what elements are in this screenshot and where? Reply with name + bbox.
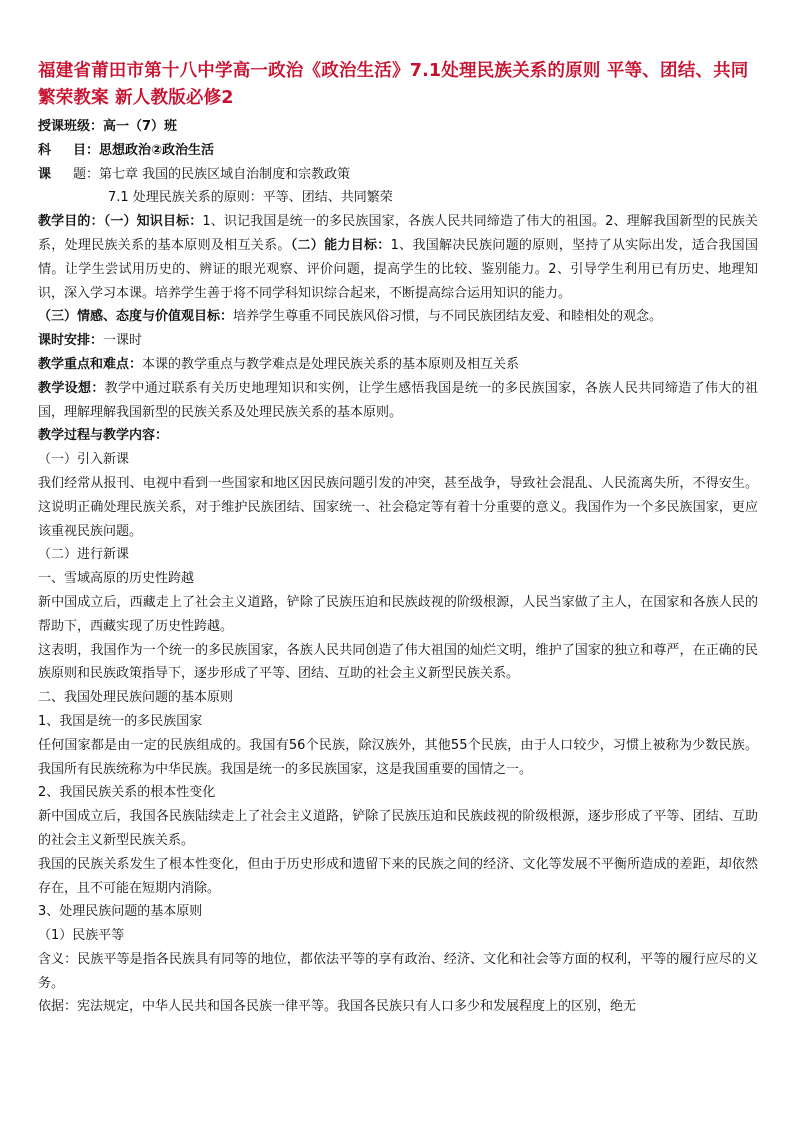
time-row	[38, 329, 758, 353]
design-row	[38, 377, 758, 425]
goal-ability-label: （二）能力目标：	[290, 237, 391, 253]
subheading-2-2: 2、我国民族关系的根本性变化	[38, 785, 216, 801]
goal-knowledge-label: （一）知识目标：	[103, 214, 203, 230]
document-title: 福建省莆田市第十八中学高一政治《政治生活》7.1处理民族关系的原则 平等、团结、共同繁荣教案 新人教版必修2	[38, 61, 749, 108]
time-value: 一课时	[103, 333, 143, 349]
class-row	[38, 115, 758, 139]
key-row	[38, 353, 758, 377]
goal-emotion-text: 培养学生尊重不同民族风俗习惯，与不同民族团结友爱、和睦相处的观念。	[233, 309, 663, 325]
subheading-2-3-1: （1）民族平等	[38, 928, 125, 944]
heading-two: 二、我国处理民族问题的基本原则	[38, 690, 234, 706]
basis-paragraph: 依据：宪法规定，中华人民共和国各民族一律平等。我国各民族只有人口多少和发展程度上的区别，绝无	[38, 999, 637, 1015]
class-value: 高一（7）班	[103, 119, 178, 134]
goal-knowledge-text: 1、识记我国是统一的多民族国家，各族人民共同缔造了伟大的祖国。2、理解我国新型的民族关系，处理民族关系的基本原则及相互关系。	[38, 214, 758, 253]
goal-label: 教学目的：	[38, 214, 104, 230]
topic-row	[38, 163, 758, 187]
heading-one-paragraph-1: 新中国成立后，西藏走上了社会主义道路，铲除了民族压迫和民族歧视的阶级根源，人民当家做了主人，在国家和各族人民的帮助下，西藏实现了历史性跨越。	[38, 594, 758, 634]
section-intro-heading: （一）引入新课	[38, 452, 130, 468]
process-heading: 教学过程与教学内容：	[38, 428, 169, 444]
document-page	[38, 58, 758, 1019]
subject-value: 思想政治②政治生活	[99, 142, 215, 158]
definition-paragraph: 含义：民族平等是指各民族具有同等的地位，都依法平等的享有政治、经济、文化和社会等方面的权利，平等的履行应尽的义务。	[38, 951, 758, 991]
key-value: 本课的教学重点与教学难点是处理民族关系的基本原则及相互关系	[142, 356, 520, 372]
subheading-2-3: 3、处理民族问题的基本原则	[38, 904, 203, 920]
design-label: 教学设想：	[38, 380, 105, 396]
goal-ability-text: 1、我国解决民族问题的原则，坚持了从实际出发，适合我国国情。让学生尝试用历史的、辨证的眼光观察、评价问题，提高学生的比较、鉴别能力。2、引导学生利用已有历史、地理知识，深入学习本课。培养学生善于将不同学科知识综合起来，不断提高综合运用知识的能力。	[38, 237, 758, 301]
goal-paragraph	[38, 210, 758, 305]
heading-one: 一、雪域高原的历史性跨越	[38, 571, 195, 587]
topic-label-a: 课	[38, 166, 52, 182]
section-intro-text: 我们经常从报刊、电视中看到一些国家和地区因民族问题引发的冲突，甚至战争，导致社会混乱、人民流离失所，不得安生。这说明正确处理民族关系，对于维护民族团结、国家统一、社会稳定等有着十分重要的意义。我国作为一个多民族国家，更应该重视民族问题。	[38, 475, 758, 539]
subheading-2-2-text: 新中国成立后，我国各民族陆续走上了社会主义道路，铲除了民族压迫和民族歧视的阶级根源，逐步形成了平等、团结、互助的社会主义新型民族关系。	[38, 809, 758, 848]
class-label: 授课班级：	[38, 119, 104, 134]
time-label: 课时安排：	[38, 333, 104, 349]
topic-label-b: 题：	[73, 166, 100, 182]
subheading-2-1: 1、我国是统一的多民族国家	[38, 713, 203, 729]
topic-line2: 7.1 处理民族关系的原则：平等、团结、共同繁荣	[108, 190, 393, 206]
design-value: 教学中通过联系有关历史地理知识和实例，让学生感悟我国是统一的多民族国家，各族人民共同缔造了伟大的祖国，理解理解我国新型的民族关系及处理民族关系的基本原则。	[38, 380, 758, 420]
key-label: 教学重点和难点：	[38, 356, 143, 372]
section-new-heading: （二）进行新课	[38, 547, 130, 563]
subheading-2-1-text: 任何国家都是由一定的民族组成的。我国有56个民族，除汉族外，其他55个民族，由于人口较少，习惯上被称为少数民族。我国所有民族统称为中华民族。我国是统一的多民族国家，这是我国重要的国情之一。	[38, 737, 758, 777]
subject-label-a: 科	[38, 142, 52, 158]
subject-row	[38, 139, 758, 163]
goal-emotion-label: （三）情感、态度与价值观目标：	[38, 309, 234, 325]
heading-one-paragraph-2: 这表明，我国作为一个统一的多民族国家，各族人民共同创造了伟大祖国的灿烂文明，维护了国家的独立和尊严，在正确的民族原则和民族政策指导下，逐步形成了平等、团结、互助的社会主义新型民族关系。	[38, 642, 758, 682]
subheading-2-2-text-2: 我国的民族关系发生了根本性变化，但由于历史形成和遗留下来的民族之间的经济、文化等发展不平衡所造成的差距，却依然存在，且不可能在短期内消除。	[38, 856, 758, 896]
goal-emotion-paragraph	[38, 305, 758, 329]
subject-label-b: 目：	[73, 142, 100, 158]
topic-line1: 第七章 我国的民族区域自治制度和宗教政策	[99, 166, 351, 182]
